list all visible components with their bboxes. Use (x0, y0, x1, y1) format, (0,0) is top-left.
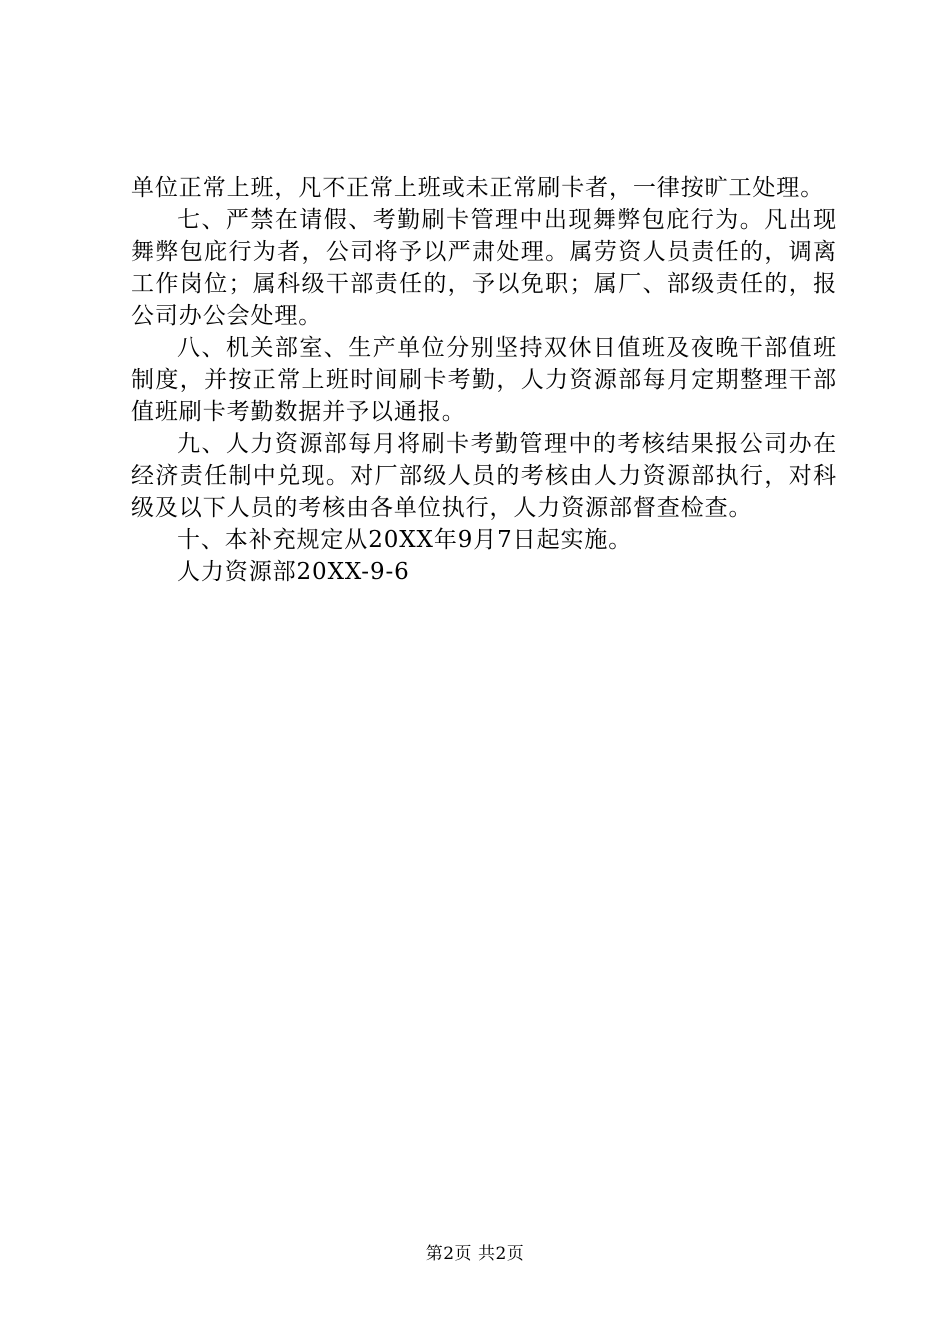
paragraph-clause-10: 十、本补充规定从20XX年9月7日起实施。 (177, 527, 633, 553)
paragraph-clause-8: 八、机关部室、生产单位分别坚持双休日值班及夜晚干部值班制度，并按正常上班时间刷卡考勤，人力资源部每月定期整理干部值班刷卡考勤数据并予以通报。 (131, 335, 837, 425)
paragraph-continuation: 单位正常上班，凡不正常上班或未正常刷卡者，一律按旷工处理。 (131, 175, 825, 201)
paragraph-clause-7: 七、严禁在请假、考勤刷卡管理中出现舞弊包庇行为。凡出现舞弊包庇行为者，公司将予以严肃处理。属劳资人员责任的，调离工作岗位；属科级干部责任的，予以免职；属厂、部级责任的，报公司办公会处理。 (131, 207, 837, 329)
document-body (131, 172, 837, 588)
page-number-footer: 第2页 共2页 (425, 1244, 525, 1264)
paragraph-clause-9: 九、人力资源部每月将刷卡考勤管理中的考核结果报公司办在经济责任制中兑现。对厂部级人员的考核由人力资源部执行，对科级及以下人员的考核由各单位执行，人力资源部督查检查。 (131, 431, 837, 521)
signature-line: 人力资源部20XX-9-6 (177, 559, 410, 585)
